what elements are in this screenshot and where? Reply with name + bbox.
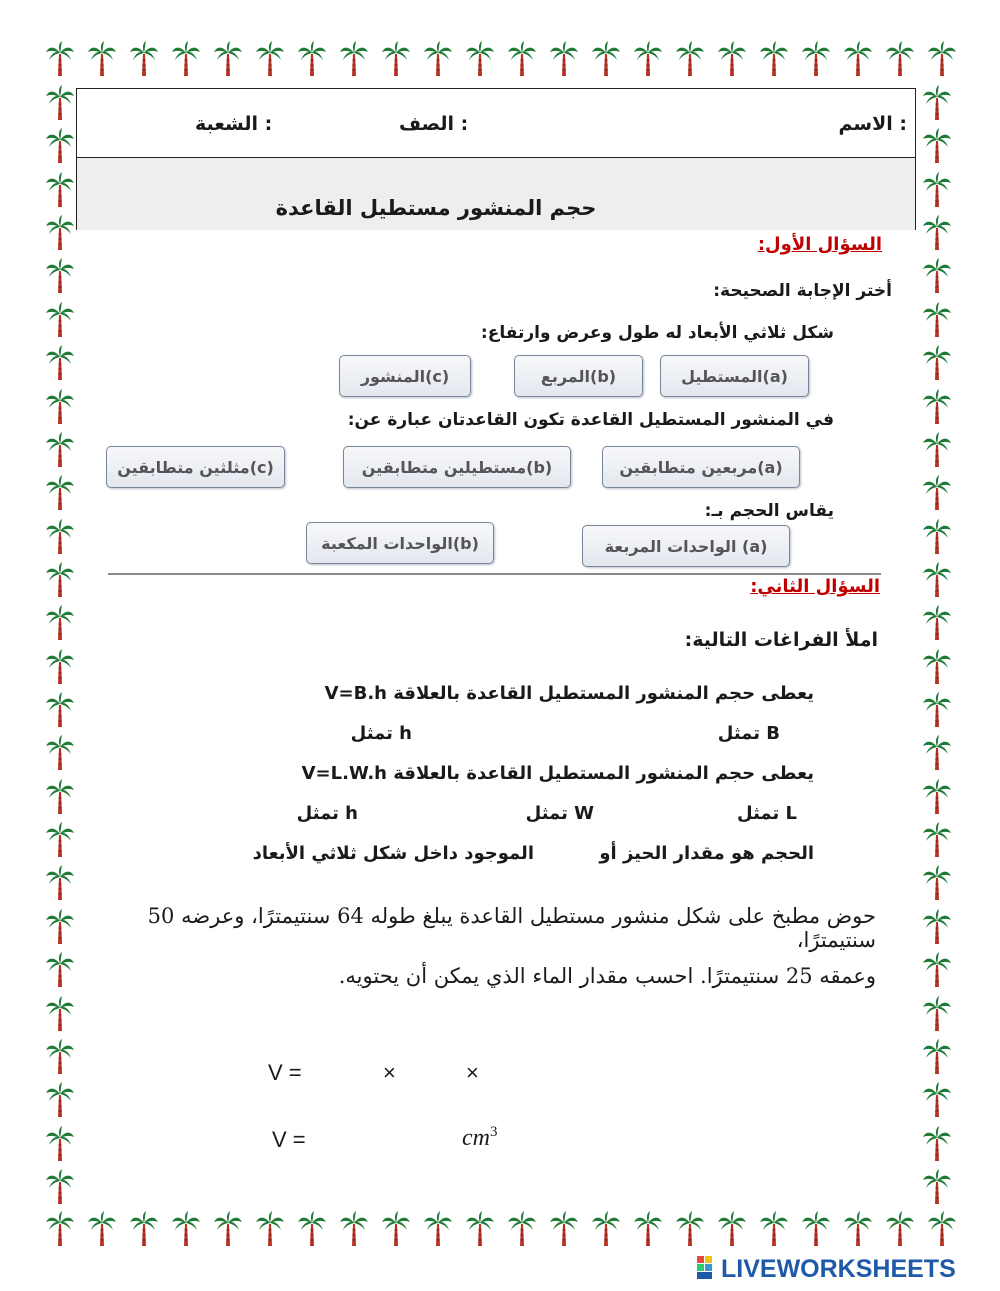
palm-border-top xyxy=(45,40,957,78)
palm-tree-icon xyxy=(922,604,952,642)
palm-border-left xyxy=(45,84,75,1206)
palm-tree-icon xyxy=(45,40,75,78)
palm-tree-icon xyxy=(922,84,952,122)
palm-tree-icon xyxy=(922,388,952,426)
q1-item1-option-a[interactable]: (a)المستطيل xyxy=(660,355,809,397)
palm-tree-icon xyxy=(87,1210,117,1248)
calc-v-label-1: V = xyxy=(268,1060,302,1085)
palm-tree-icon xyxy=(255,1210,285,1248)
palm-tree-icon xyxy=(759,40,789,78)
palm-tree-icon xyxy=(922,127,952,165)
palm-tree-icon xyxy=(922,648,952,686)
palm-tree-icon xyxy=(922,908,952,946)
palm-tree-icon xyxy=(927,1210,957,1248)
palm-tree-icon xyxy=(45,864,75,902)
palm-tree-icon xyxy=(675,40,705,78)
unit-cm3 xyxy=(462,1124,497,1152)
palm-tree-icon xyxy=(717,1210,747,1248)
fill-line-2b: h تمثل xyxy=(350,723,412,744)
palm-tree-icon xyxy=(45,431,75,469)
q2-instruction: املأ الفراغات التالية: xyxy=(684,629,878,651)
palm-tree-icon xyxy=(45,648,75,686)
times-sign-2: × xyxy=(466,1060,479,1085)
palm-tree-icon xyxy=(45,734,75,772)
palm-tree-icon xyxy=(45,388,75,426)
q2-heading: السؤال الثاني: xyxy=(750,576,880,597)
palm-tree-icon xyxy=(381,40,411,78)
palm-tree-icon xyxy=(45,995,75,1033)
palm-tree-icon xyxy=(45,1210,75,1248)
q1-item3-option-a[interactable]: (a) الواحدات المربعة xyxy=(582,525,790,567)
palm-tree-icon xyxy=(45,778,75,816)
problem-line-1: حوض مطبخ على شكل منشور مستطيل القاعدة يبلغ طوله 64 سنتيمترًا، وعرضه 50 سنتيمترًا، xyxy=(147,904,876,952)
palm-tree-icon xyxy=(922,518,952,556)
section-label: الشعبة : xyxy=(195,113,273,135)
palm-tree-icon xyxy=(922,431,952,469)
palm-tree-icon xyxy=(507,1210,537,1248)
logo-text: LIVEWORKSHEETS xyxy=(721,1255,956,1283)
palm-tree-icon xyxy=(922,344,952,382)
palm-tree-icon xyxy=(45,691,75,729)
student-info-row xyxy=(77,89,915,158)
palm-tree-icon xyxy=(45,604,75,642)
problem-line-2: وعمقه 25 سنتيمترًا. احسب مقدار الماء الذي يمكن أن يحتويه. xyxy=(338,964,876,988)
q1-instruction: أختر الإجابة الصحيحة: xyxy=(713,281,892,301)
palm-tree-icon xyxy=(922,171,952,209)
palm-tree-icon xyxy=(507,40,537,78)
q1-item1-question: شكل ثلاثي الأبعاد له طول وعرض وارتفاع: xyxy=(480,323,834,343)
palm-tree-icon xyxy=(45,127,75,165)
palm-tree-icon xyxy=(922,1038,952,1076)
fill-line-4c: h تمثل xyxy=(296,803,358,824)
q1-item3-question: يقاس الحجم بـ: xyxy=(704,501,834,521)
palm-tree-icon xyxy=(45,474,75,512)
palm-tree-icon xyxy=(45,1168,75,1206)
palm-tree-icon xyxy=(45,951,75,989)
palm-tree-icon xyxy=(339,1210,369,1248)
palm-tree-icon xyxy=(633,1210,663,1248)
palm-tree-icon xyxy=(213,1210,243,1248)
palm-tree-icon xyxy=(213,40,243,78)
palm-tree-icon xyxy=(922,474,952,512)
title-row xyxy=(77,158,915,230)
fill-line-2a: B تمثل xyxy=(717,723,780,744)
palm-tree-icon xyxy=(922,257,952,295)
palm-tree-icon xyxy=(922,1125,952,1163)
q1-item1-option-c[interactable]: (c)المنشور xyxy=(339,355,471,397)
palm-tree-icon xyxy=(922,1168,952,1206)
palm-tree-icon xyxy=(922,214,952,252)
palm-tree-icon xyxy=(339,40,369,78)
fill-line-3: يعطى حجم المنشور المستطيل القاعدة بالعلاقة V=L.W.h xyxy=(301,763,814,784)
header-box xyxy=(76,88,916,230)
palm-tree-icon xyxy=(255,40,285,78)
palm-tree-icon xyxy=(922,821,952,859)
palm-tree-icon xyxy=(129,1210,159,1248)
palm-tree-icon xyxy=(549,40,579,78)
palm-tree-icon xyxy=(45,84,75,122)
palm-border-right xyxy=(922,84,952,1206)
palm-tree-icon xyxy=(843,1210,873,1248)
palm-tree-icon xyxy=(843,40,873,78)
liveworksheets-logo xyxy=(697,1255,956,1284)
palm-tree-icon xyxy=(922,734,952,772)
palm-tree-icon xyxy=(423,1210,453,1248)
palm-tree-icon xyxy=(45,908,75,946)
fill-line-5b: الموجود داخل شكل ثلاثي الأبعاد xyxy=(252,843,534,864)
palm-tree-icon xyxy=(87,40,117,78)
unit-exponent: 3 xyxy=(489,1124,498,1140)
q1-item2-question: في المنشور المستطيل القاعدة تكون القاعدتان عبارة عن: xyxy=(347,410,834,430)
times-sign-1: × xyxy=(383,1060,396,1085)
palm-tree-icon xyxy=(591,40,621,78)
palm-tree-icon xyxy=(759,1210,789,1248)
fill-line-4a: L تمثل xyxy=(737,803,797,824)
palm-tree-icon xyxy=(633,40,663,78)
palm-tree-icon xyxy=(45,344,75,382)
palm-tree-icon xyxy=(801,1210,831,1248)
palm-tree-icon xyxy=(717,40,747,78)
palm-tree-icon xyxy=(922,864,952,902)
palm-tree-icon xyxy=(45,257,75,295)
palm-tree-icon xyxy=(171,1210,201,1248)
q1-item2-option-b[interactable]: (b)مستطيلين متطابقين xyxy=(343,446,571,488)
unit-base: cm xyxy=(462,1125,490,1151)
palm-tree-icon xyxy=(885,40,915,78)
q1-item2-option-a[interactable]: (a)مربعين متطابقين xyxy=(602,446,800,488)
palm-tree-icon xyxy=(675,1210,705,1248)
q1-heading: السؤال الأول: xyxy=(757,234,882,255)
palm-tree-icon xyxy=(922,951,952,989)
palm-tree-icon xyxy=(45,518,75,556)
palm-tree-icon xyxy=(45,301,75,339)
palm-tree-icon xyxy=(423,40,453,78)
palm-tree-icon xyxy=(922,301,952,339)
palm-tree-icon xyxy=(465,1210,495,1248)
q1-item2-option-c[interactable]: (c)مثلثين متطابقين xyxy=(106,446,285,488)
section-divider xyxy=(108,573,881,575)
palm-tree-icon xyxy=(922,691,952,729)
palm-tree-icon xyxy=(381,1210,411,1248)
palm-tree-icon xyxy=(801,40,831,78)
name-label: الاسم : xyxy=(838,113,907,135)
calc-v-label-2: V = xyxy=(272,1127,306,1152)
liveworksheets-logo-icon xyxy=(697,1256,721,1284)
class-label: الصف : xyxy=(399,113,469,135)
palm-tree-icon xyxy=(45,1038,75,1076)
page-title: حجم المنشور مستطيل القاعدة xyxy=(275,196,597,220)
q1-item1-option-b[interactable]: (b)المربع xyxy=(514,355,643,397)
palm-tree-icon xyxy=(922,561,952,599)
palm-tree-icon xyxy=(549,1210,579,1248)
palm-tree-icon xyxy=(45,561,75,599)
palm-tree-icon xyxy=(45,1125,75,1163)
palm-tree-icon xyxy=(591,1210,621,1248)
q1-item3-option-b[interactable]: (b)الواحدات المكعبة xyxy=(306,522,494,564)
fill-line-5a: الحجم هو مقدار الحيز أو xyxy=(599,843,814,864)
palm-border-bottom xyxy=(45,1210,957,1248)
palm-tree-icon xyxy=(45,1081,75,1119)
palm-tree-icon xyxy=(297,40,327,78)
palm-tree-icon xyxy=(922,778,952,816)
palm-tree-icon xyxy=(927,40,957,78)
palm-tree-icon xyxy=(129,40,159,78)
palm-tree-icon xyxy=(297,1210,327,1248)
palm-tree-icon xyxy=(465,40,495,78)
palm-tree-icon xyxy=(171,40,201,78)
fill-line-1: يعطى حجم المنشور المستطيل القاعدة بالعلاقة V=B.h xyxy=(324,683,814,704)
fill-line-4b: W تمثل xyxy=(525,803,594,824)
palm-tree-icon xyxy=(45,821,75,859)
palm-tree-icon xyxy=(922,1081,952,1119)
palm-tree-icon xyxy=(922,995,952,1033)
palm-tree-icon xyxy=(885,1210,915,1248)
